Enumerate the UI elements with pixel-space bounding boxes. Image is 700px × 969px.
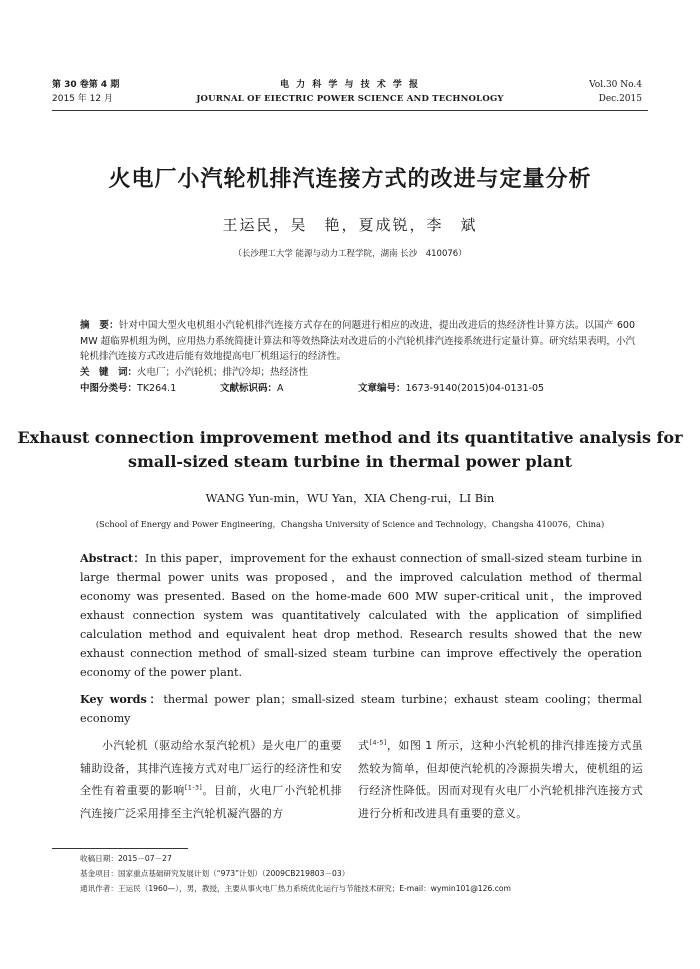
title-en-line-2: small-sized steam turbine in thermal power plant: [127, 452, 573, 471]
body-left-text: 小汽轮机（驱动给水泵汽轮机）是火电厂的重要辅助设备，其排汽连接方式对电厂运行的经济性和安全性有着重要的影响: [80, 739, 342, 797]
title-en-line-1: Exhaust connection improvement method and its quantitative analysis for: [17, 428, 683, 447]
body-right-text-start: 式: [358, 739, 370, 752]
affiliation-cn: （长沙理工大学 能源与动力工程学院，湖南 长沙 410076）: [233, 249, 467, 259]
affiliation-en: (School of Energy and Power Engineering，Changsha University of Science and Technology，Changsha 410076，China): [95, 519, 605, 529]
citation-ref[interactable]: [1-3]: [184, 783, 203, 792]
volume-issue-cn: 第 30 卷第 4 期: [52, 80, 120, 90]
body-column-left: [80, 735, 342, 825]
keywords-cn-label: 关 键 词：: [80, 367, 138, 378]
clc-number: [80, 381, 176, 396]
citation-ref[interactable]: [4-5]: [369, 738, 387, 747]
journal-name-en: JOURNAL OF EIECTRIC POWER SCIENCE AND TECHNOLOGY: [196, 94, 504, 104]
clc-label: 中图分类号：: [80, 383, 138, 394]
authors-en: WANG Yun-min，WU Yan，XIA Cheng-rui，LI Bin: [205, 491, 495, 505]
journal-name-cn: 电 力 科 学 与 技 术 学 报: [279, 80, 421, 90]
abstract-en: [80, 549, 642, 682]
footnote-fund: 基金项目：国家重点基础研究发展计划（“973”计划）（2009CB219803－03）: [80, 869, 350, 878]
footnote-author: 通讯作者：王运民（1960—），男，教授，主要从事火电厂热力系统优化运行与节能技术研究；E-mail：wymin101@126.com: [80, 884, 511, 893]
clc-value: TK264.1: [137, 383, 177, 394]
body-column-right: [358, 735, 643, 825]
date-en: Dec.2015: [598, 94, 642, 104]
abstract-cn-label: 摘 要：: [80, 320, 119, 331]
keywords-cn: [80, 365, 635, 381]
abstract-en-text: In this paper，improvement for the exhaust connection of small-sized steam turbine in large thermal power units was proposed，and the improved calculation method of thermal economy was presented. Based on the home-made 600 MW super-critical unit，the improved exhaust connection system was quantitatively calculated with the application of simplified calculation method and equivalent heat drop method. Research results showed that the new exhaust connection method of small-sized steam turbine can improve effectively the operation economy of the power plant.: [80, 552, 642, 679]
keywords-en: [80, 690, 642, 728]
body-right-text: ，如图 1 所示，这种小汽轮机的排汽排连接方式虽然较为简单，但却使汽轮机的冷源损失增大，使机组的运行经济性降低。因而对现有火电厂小汽轮机排汽连接方式进行分析和改进具有重要的意义。: [358, 739, 643, 820]
date-cn: 2015 年 12 月: [52, 94, 113, 104]
paper-title-en: [0, 426, 700, 474]
article-number-value: 1673-9140(2015)04-0131-05: [405, 383, 545, 394]
keywords-en-label: Key words：: [80, 692, 164, 706]
abstract-cn: [80, 318, 635, 365]
header-volume-en: [589, 78, 642, 106]
abstract-cn-text: 针对中国大型火电机组小汽轮机排汽连接方式存在的问题进行相应的改进，提出改进后的热经济性计算方法。以国产 600 MW 超临界机组为例，应用热力系统简捷计算法和等效热降法对改进后的小汽轮机排汽连接系统进行定量计算。研究结果表明，小汽轮机排汽连接方式改进后能有效地提高电厂机组运行的经济性。: [80, 320, 635, 362]
keywords-en-text: thermal power plan；small-sized steam turbine；exhaust steam cooling；thermal economy: [80, 693, 642, 725]
article-number-label: 文章编号：: [358, 383, 406, 394]
header-divider: [52, 110, 648, 111]
abstract-en-label: Abstract：: [80, 551, 145, 565]
document-code: [220, 381, 284, 396]
doc-code-label: 文献标识码：: [220, 383, 278, 394]
footnote-received: 收稿日期：2015－07－27: [80, 854, 172, 863]
article-number: [358, 381, 544, 396]
paper-title-cn: 火电厂小汽轮机排汽连接方式的改进与定量分析: [108, 167, 592, 192]
keywords-cn-text: 火电厂；小汽轮机；排汽冷却；热经济性: [137, 367, 309, 378]
footnote-divider: [52, 848, 188, 849]
doc-code-value: A: [277, 383, 284, 394]
volume-issue-en: Vol.30 No.4: [589, 80, 642, 90]
body-left-text-2: 。目前，火电厂小汽轮机排汽连接广泛采用排至主汽轮机凝汽器的方: [80, 784, 343, 820]
authors-cn: 王运民，吴 艳，夏成锐，李 斌: [222, 216, 478, 234]
